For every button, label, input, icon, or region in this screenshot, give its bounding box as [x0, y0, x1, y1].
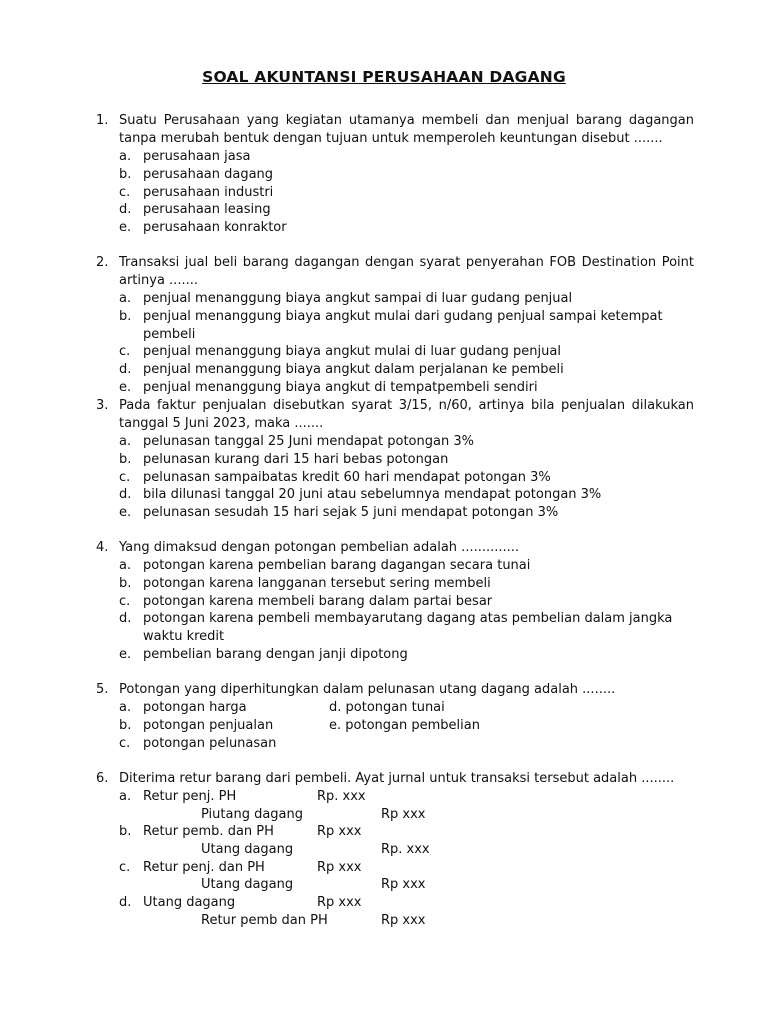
option-letter: b.	[119, 824, 132, 840]
option-letter: c.	[119, 469, 131, 485]
option-text: potongan pelunasan	[143, 736, 277, 751]
option-text: perusahaan industri	[143, 184, 274, 200]
journal-options	[119, 788, 694, 930]
question-number: 4.	[96, 540, 109, 555]
option-letter: d.	[119, 611, 132, 627]
options-list	[119, 699, 694, 753]
option-b	[119, 308, 694, 344]
option-b	[119, 717, 273, 735]
options-list	[119, 148, 694, 237]
question-1	[96, 112, 694, 237]
option-a	[119, 557, 694, 575]
credit-account: Utang dagang	[201, 877, 294, 893]
option-letter: a.	[119, 558, 132, 573]
option-text: penjual menanggung biaya angkut dalam perjalanan ke pembeli	[143, 362, 564, 378]
question-number: 1.	[96, 113, 109, 128]
option-b	[119, 451, 694, 469]
question-number: 6.	[96, 771, 109, 786]
question-text: Transaksi jual beli barang dagangan dengan syarat penyerahan FOB Destination Point artinya .......	[119, 255, 694, 288]
credit-account: Piutang dagang	[201, 806, 304, 822]
debit-account: Retur penj. dan PH	[143, 859, 265, 875]
option-letter: e.	[119, 505, 132, 521]
journal-credit-line	[119, 912, 694, 930]
option-c	[119, 735, 276, 753]
debit-amount: Rp xxx	[317, 895, 362, 911]
journal-debit-line	[119, 823, 694, 841]
journal-debit-line	[119, 859, 694, 877]
option-letter: a.	[119, 291, 132, 306]
debit-amount: Rp xxx	[317, 824, 362, 840]
debit-account: Retur penj. PH	[143, 789, 237, 804]
question-6	[96, 770, 694, 930]
credit-amount: Rp xxx	[381, 877, 426, 893]
option-letter: c.	[119, 344, 131, 360]
option-e	[119, 379, 694, 397]
option-row	[119, 717, 694, 735]
option-letter: c.	[119, 859, 131, 875]
question-number: 2.	[96, 255, 109, 270]
page-title: SOAL AKUNTANSI PERUSAHAAN DAGANG	[202, 68, 566, 86]
question-text: Suatu Perusahaan yang kegiatan utamanya membeli dan menjual barang dagangan tanpa merubah bentuk dengan tujuan untuk memperoleh keuntungan disebut .......	[119, 113, 694, 146]
option-e	[119, 219, 694, 237]
credit-amount: Rp. xxx	[381, 842, 430, 858]
options-list	[119, 290, 694, 397]
question-text: Diterima retur barang dari pembeli. Ayat jurnal untuk transaksi tersebut adalah ........	[119, 771, 675, 786]
option-letter: b.	[119, 718, 132, 733]
option-text: potongan karena pembelian barang dagangan secara tunai	[143, 558, 531, 573]
option-letter: e.	[119, 646, 132, 662]
journal-credit-line	[119, 841, 694, 859]
option-c	[119, 343, 694, 361]
option-letter: d.	[119, 202, 132, 218]
option-text: potongan harga	[143, 700, 247, 715]
credit-amount: Rp xxx	[381, 912, 426, 928]
option-d: d. potongan tunai	[329, 700, 445, 715]
option-letter: d.	[119, 362, 132, 378]
question-text: Pada faktur penjualan disebutkan syarat 3/15, n/60, artinya bila penjualan dilakukan tanggal 5 Juni 2023, maka .......	[119, 398, 694, 431]
option-a	[119, 699, 247, 717]
option-letter: a.	[119, 434, 132, 449]
credit-account: Utang dagang	[201, 842, 294, 858]
credit-account: Retur pemb dan PH	[201, 912, 328, 928]
credit-amount: Rp xxx	[381, 806, 426, 822]
option-a	[119, 290, 694, 308]
option-text: pelunasan kurang dari 15 hari bebas potongan	[143, 451, 449, 467]
journal-debit-line	[119, 894, 694, 912]
option-text: perusahaan jasa	[143, 149, 251, 164]
debit-amount: Rp. xxx	[317, 789, 366, 804]
journal-debit-line	[119, 788, 694, 806]
option-b	[119, 575, 694, 593]
option-c	[119, 184, 694, 202]
option-text: pelunasan tanggal 25 Juni mendapat potongan 3%	[143, 434, 474, 449]
option-text: bila dilunasi tanggal 20 juni atau sebelumnya mendapat potongan 3%	[143, 487, 602, 503]
question-5	[96, 681, 694, 753]
option-letter: a.	[119, 789, 132, 804]
option-text: potongan karena pembeli membayarutang dagang atas pembelian dalam jangka waktu kredit	[143, 611, 673, 645]
option-d	[119, 361, 694, 379]
option-d	[119, 610, 694, 646]
option-letter: a.	[119, 149, 132, 164]
option-row	[119, 735, 694, 753]
option-d	[119, 201, 694, 219]
debit-account: Retur pemb. dan PH	[143, 824, 274, 840]
journal-credit-line	[119, 806, 694, 824]
question-3	[96, 397, 694, 522]
option-letter: e.	[119, 379, 132, 395]
option-e	[119, 646, 694, 664]
option-text: pelunasan sampaibatas kredit 60 hari mendapat potongan 3%	[143, 469, 551, 485]
question-2	[96, 254, 694, 397]
options-list	[119, 557, 694, 664]
option-text: potongan karena langganan tersebut sering membeli	[143, 575, 491, 591]
options-list	[119, 433, 694, 522]
option-text: penjual menanggung biaya angkut sampai di luar gudang penjual	[143, 291, 573, 306]
option-c	[119, 593, 694, 611]
option-letter: d.	[119, 895, 132, 911]
option-c	[119, 469, 694, 487]
option-letter: c.	[119, 736, 131, 751]
question-text: Potongan yang diperhitungkan dalam pelunasan utang dagang adalah ........	[119, 682, 616, 697]
option-letter: b.	[119, 575, 132, 591]
question-number: 3.	[96, 398, 109, 413]
option-text: potongan karena membeli barang dalam partai besar	[143, 593, 493, 609]
option-letter: c.	[119, 593, 131, 609]
option-letter: b.	[119, 166, 132, 182]
option-letter: b.	[119, 451, 132, 467]
option-e	[119, 504, 694, 522]
option-letter: a.	[119, 700, 132, 715]
option-letter: e.	[119, 220, 132, 236]
option-e: e. potongan pembelian	[329, 718, 480, 733]
option-a	[119, 148, 694, 166]
option-a	[119, 433, 694, 451]
question-text: Yang dimaksud dengan potongan pembelian adalah ..............	[119, 540, 520, 555]
debit-amount: Rp xxx	[317, 859, 362, 875]
option-row	[119, 699, 694, 717]
question-number: 5.	[96, 682, 109, 697]
option-text: perusahaan dagang	[143, 166, 274, 182]
option-letter: d.	[119, 487, 132, 503]
option-text: penjual menanggung biaya angkut mulai di luar gudang penjual	[143, 344, 561, 360]
option-text: perusahaan leasing	[143, 202, 271, 218]
journal-credit-line	[119, 876, 694, 894]
option-text: penjual menanggung biaya angkut di tempatpembeli sendiri	[143, 379, 538, 395]
option-d	[119, 486, 694, 504]
option-text: perusahaan konraktor	[143, 220, 287, 236]
option-text: pembelian barang dengan janji dipotong	[143, 646, 408, 662]
debit-account: Utang dagang	[143, 895, 236, 911]
option-b	[119, 166, 694, 184]
option-text: potongan penjualan	[143, 718, 274, 733]
option-letter: c.	[119, 184, 131, 200]
option-text: penjual menanggung biaya angkut mulai dari gudang penjual sampai ketempat pembeli	[143, 308, 663, 342]
question-4	[96, 539, 694, 664]
option-letter: b.	[119, 308, 132, 324]
option-text: pelunasan sesudah 15 hari sejak 5 juni mendapat potongan 3%	[143, 505, 559, 521]
